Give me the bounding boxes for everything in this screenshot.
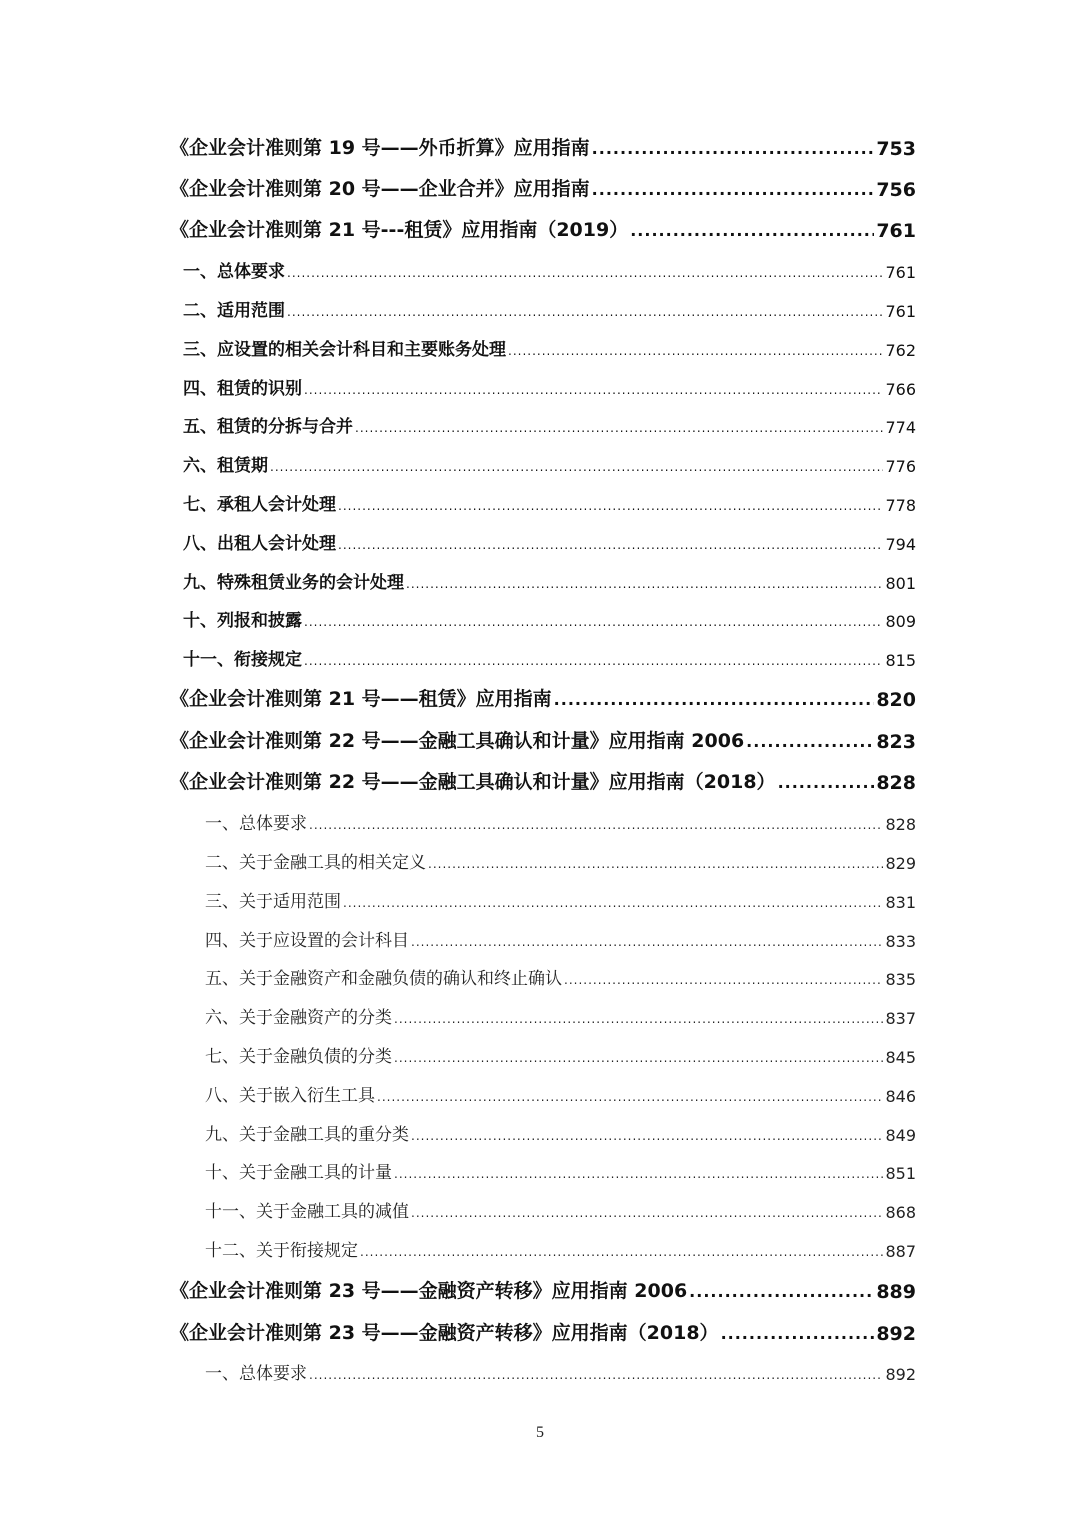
toc-entry-page: 756 — [876, 179, 916, 201]
toc-entry[interactable] — [183, 412, 916, 437]
toc-entry-title: 二、关于金融工具的相关定义 — [205, 853, 426, 873]
toc-entry-page: 820 — [876, 689, 916, 711]
dot-leader — [428, 858, 883, 873]
dot-leader — [394, 1052, 883, 1067]
dot-leader — [564, 974, 883, 989]
toc-entry[interactable] — [205, 926, 916, 951]
toc-entry-title: 四、租赁的识别 — [183, 379, 302, 399]
dot-leader — [721, 1326, 875, 1345]
toc-entry-page: 776 — [885, 457, 916, 476]
toc-entry-title: 十一、关于金融工具的减值 — [205, 1202, 409, 1222]
toc-entry-page: 761 — [876, 220, 916, 242]
dot-leader — [343, 897, 883, 912]
toc-entry[interactable] — [183, 645, 916, 670]
toc-entry[interactable] — [205, 1158, 916, 1183]
dot-leader — [411, 1130, 883, 1145]
toc-entry[interactable] — [205, 887, 916, 912]
dot-leader — [554, 692, 875, 711]
dot-leader — [630, 223, 874, 242]
toc-entry-title: 九、特殊租赁业务的会计处理 — [183, 573, 404, 593]
toc-entry-page: 892 — [876, 1323, 916, 1345]
toc-entry-page: 828 — [876, 772, 916, 794]
dot-leader — [394, 1013, 883, 1028]
dot-leader — [406, 578, 883, 593]
toc-entry-title: 十、列报和披露 — [183, 611, 302, 631]
toc-entry[interactable] — [183, 490, 916, 515]
dot-leader — [592, 141, 875, 160]
toc-entry-title: 《企业会计准则第 21 号---租赁》应用指南（2019） — [170, 219, 629, 241]
dot-leader — [746, 734, 874, 753]
toc-entry[interactable] — [205, 809, 916, 834]
toc-entry[interactable] — [170, 767, 916, 794]
toc-entry[interactable] — [205, 1003, 916, 1028]
toc-entry-title: 《企业会计准则第 19 号——外币折算》应用指南 — [170, 137, 590, 159]
toc-entry[interactable] — [170, 726, 916, 753]
toc-entry[interactable] — [183, 529, 916, 554]
dot-leader — [778, 775, 875, 794]
toc-entry-page: 889 — [876, 1281, 916, 1303]
toc-entry-page: 828 — [885, 815, 916, 834]
toc-entry-page: 823 — [876, 731, 916, 753]
toc-entry-page: 761 — [885, 263, 916, 282]
toc-entry-page: 892 — [885, 1365, 916, 1384]
dot-leader — [270, 461, 883, 476]
toc-entry-page: 831 — [885, 893, 916, 912]
toc-entry-page: 761 — [885, 302, 916, 321]
dot-leader — [304, 655, 883, 670]
toc-entry-page: 829 — [885, 854, 916, 873]
dot-leader — [338, 500, 883, 515]
toc-entry-page: 815 — [885, 651, 916, 670]
toc-entry-page: 851 — [885, 1164, 916, 1183]
toc-entry-title: 三、应设置的相关会计科目和主要账务处理 — [183, 340, 506, 360]
toc-entry[interactable] — [183, 296, 916, 321]
toc-entry-page: 801 — [885, 574, 916, 593]
toc-entry-page: 809 — [885, 612, 916, 631]
toc-entry-page: 835 — [885, 970, 916, 989]
toc-entry[interactable] — [205, 964, 916, 989]
dot-leader — [309, 819, 883, 834]
toc-entry-page: 794 — [885, 535, 916, 554]
toc-entry-page: 753 — [876, 138, 916, 160]
toc-entry-title: 六、租赁期 — [183, 456, 268, 476]
toc-entry-title: 九、关于金融工具的重分类 — [205, 1125, 409, 1145]
toc-entry-page: 774 — [885, 418, 916, 437]
toc-entry-title: 四、关于应设置的会计科目 — [205, 931, 409, 951]
toc-entry[interactable] — [170, 133, 916, 160]
dot-leader — [592, 182, 875, 201]
toc-entry[interactable] — [183, 451, 916, 476]
toc-entry-title: 一、总体要求 — [183, 262, 285, 282]
dot-leader — [411, 1207, 883, 1222]
toc-entry-title: 一、总体要求 — [205, 1364, 307, 1384]
toc-entry[interactable] — [205, 1081, 916, 1106]
toc-entry-title: 三、关于适用范围 — [205, 892, 341, 912]
toc-entry-page: 846 — [885, 1087, 916, 1106]
toc-entry[interactable] — [170, 684, 916, 711]
toc-entry-page: 849 — [885, 1126, 916, 1145]
dot-leader — [411, 936, 883, 951]
toc-entry-title: 《企业会计准则第 20 号——企业合并》应用指南 — [170, 178, 590, 200]
toc-entry-page: 778 — [885, 496, 916, 515]
toc-entry-page: 845 — [885, 1048, 916, 1067]
toc-entry[interactable] — [205, 848, 916, 873]
toc-entry-title: 六、关于金融资产的分类 — [205, 1008, 392, 1028]
toc-entry[interactable] — [183, 257, 916, 282]
toc-entry-title: 二、适用范围 — [183, 301, 285, 321]
toc-entry-page: 837 — [885, 1009, 916, 1028]
dot-leader — [287, 306, 883, 321]
dot-leader — [304, 616, 883, 631]
toc-entry[interactable] — [205, 1042, 916, 1067]
dot-leader — [287, 267, 883, 282]
toc-entry-title: 五、租赁的分拆与合并 — [183, 417, 353, 437]
toc-entry-title: 《企业会计准则第 22 号——金融工具确认和计量》应用指南（2018） — [170, 771, 776, 793]
toc-entry-page: 887 — [885, 1242, 916, 1261]
dot-leader — [355, 422, 883, 437]
toc-entry-page: 868 — [885, 1203, 916, 1222]
toc-entry-title: 五、关于金融资产和金融负债的确认和终止确认 — [205, 969, 562, 989]
toc-entry[interactable] — [183, 374, 916, 399]
toc-entry-title: 七、承租人会计处理 — [183, 495, 336, 515]
toc-entry[interactable] — [170, 1276, 916, 1303]
toc-entry[interactable] — [183, 335, 916, 360]
toc-entry[interactable] — [205, 1197, 916, 1222]
toc-entry-title: 十二、关于衔接规定 — [205, 1241, 358, 1261]
toc-entry[interactable] — [183, 606, 916, 631]
toc-entry[interactable] — [205, 1359, 916, 1384]
dot-leader — [508, 345, 883, 360]
dot-leader — [689, 1284, 874, 1303]
toc-entry-page: 833 — [885, 932, 916, 951]
toc-entry[interactable] — [170, 215, 916, 242]
toc-entry[interactable] — [170, 1318, 916, 1345]
toc-entry-title: 十、关于金融工具的计量 — [205, 1163, 392, 1183]
dot-leader — [309, 1369, 883, 1384]
toc-entry-title: 一、总体要求 — [205, 814, 307, 834]
toc-entry-title: 八、出租人会计处理 — [183, 534, 336, 554]
toc-entry-page: 762 — [885, 341, 916, 360]
page-number: 5 — [536, 1424, 544, 1441]
toc-entry[interactable] — [183, 568, 916, 593]
dot-leader — [394, 1168, 883, 1183]
dot-leader — [304, 384, 883, 399]
toc-entry[interactable] — [205, 1236, 916, 1261]
dot-leader — [338, 539, 883, 554]
toc-entry-title: 十一、衔接规定 — [183, 650, 302, 670]
dot-leader — [360, 1246, 883, 1261]
toc-entry-title: 《企业会计准则第 22 号——金融工具确认和计量》应用指南 2006 — [170, 730, 745, 752]
toc-entry[interactable] — [205, 1120, 916, 1145]
toc-entry-title: 《企业会计准则第 21 号——租赁》应用指南 — [170, 688, 552, 710]
toc-entry-title: 八、关于嵌入衍生工具 — [205, 1086, 375, 1106]
toc-entry-title: 七、关于金融负债的分类 — [205, 1047, 392, 1067]
toc-entry[interactable] — [170, 174, 916, 201]
toc-entry-page: 766 — [885, 380, 916, 399]
toc-entry-title: 《企业会计准则第 23 号——金融资产转移》应用指南 2006 — [170, 1280, 688, 1302]
toc-entry-title: 《企业会计准则第 23 号——金融资产转移》应用指南（2018） — [170, 1322, 719, 1344]
dot-leader — [377, 1091, 883, 1106]
